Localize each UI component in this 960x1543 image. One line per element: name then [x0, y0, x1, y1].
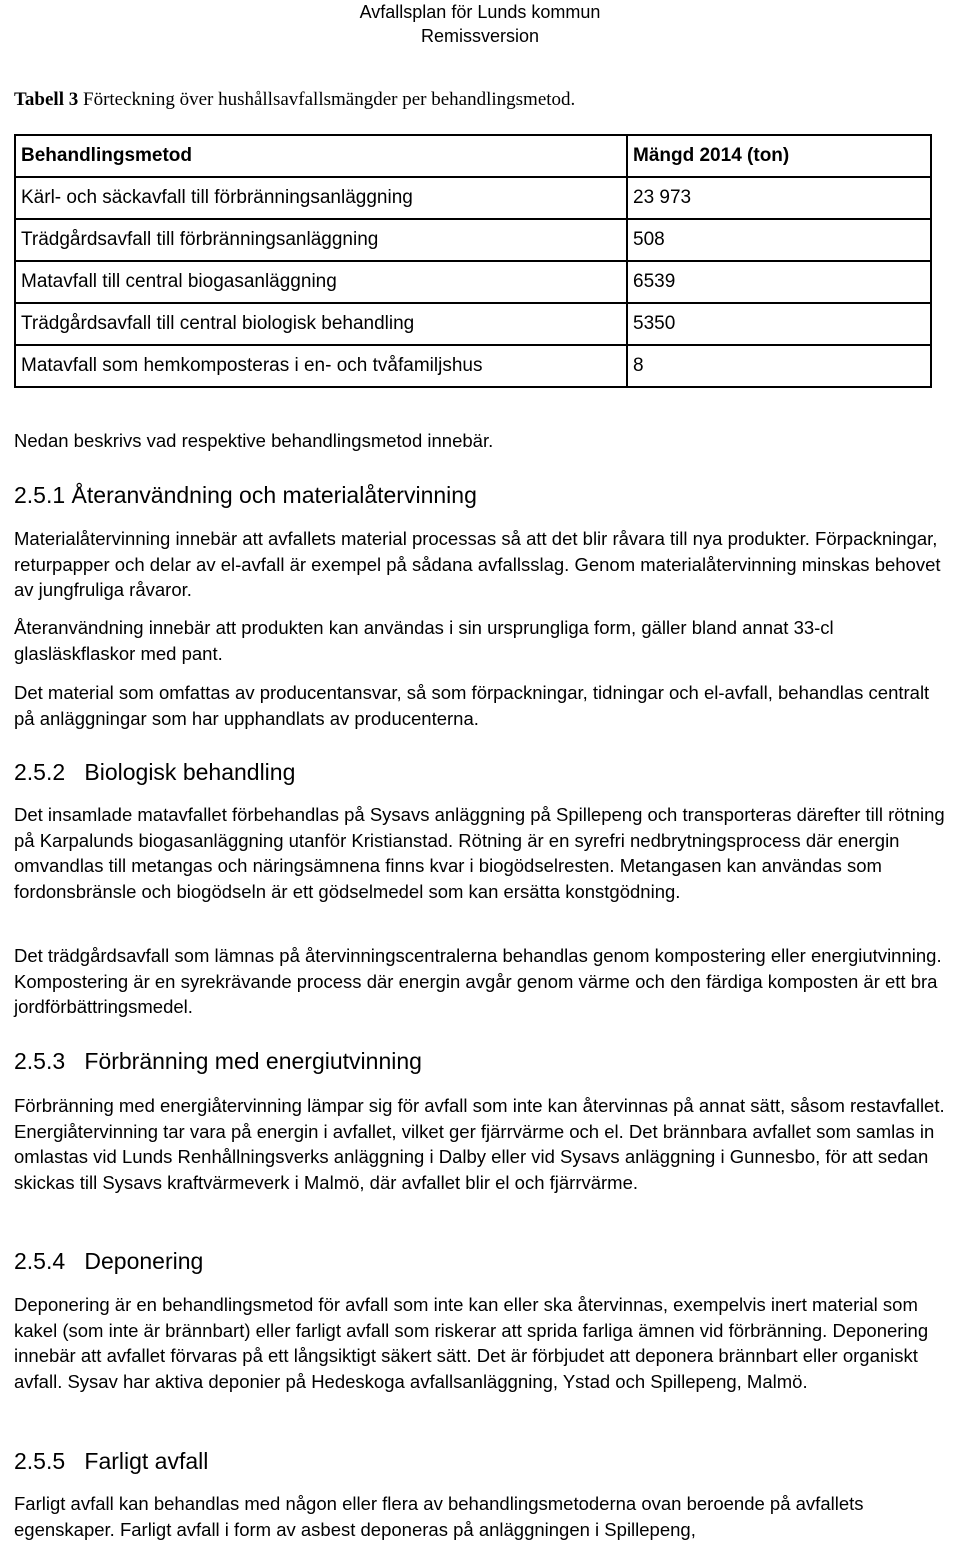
table-caption — [14, 89, 575, 111]
table-cell-amount: 8 — [627, 345, 931, 387]
section-number: 2.5.4 — [14, 1248, 66, 1274]
table-row — [15, 219, 931, 261]
section-number: 2.5.2 — [14, 759, 66, 785]
section-heading-2-5-3 — [14, 1048, 422, 1075]
section-title: Farligt avfall — [84, 1448, 209, 1474]
section-title: Förbränning med energiutvinning — [84, 1048, 422, 1074]
header-title: Avfallsplan för Lunds kommun — [359, 2, 601, 22]
page-header — [0, 0, 960, 48]
table-caption-text: Förteckning över hushållsavfallsmängder per behandlingsmetod. — [83, 89, 576, 110]
section-number: 2.5.1 — [14, 482, 66, 508]
section-title: Återanvändning och materialåtervinning — [71, 482, 477, 508]
table-cell-amount: 6539 — [627, 261, 931, 303]
table-cell-method: Matavfall som hemkomposteras i en- och tvåfamiljshus — [15, 345, 627, 387]
table-row — [15, 261, 931, 303]
section-title: Deponering — [84, 1248, 204, 1274]
section-number: 2.5.3 — [14, 1048, 66, 1074]
table-row — [15, 303, 931, 345]
table-header-row — [15, 135, 931, 177]
section-heading-2-5-5 — [14, 1448, 208, 1475]
paragraph: Förbränning med energiåtervinning lämpar sig för avfall som inte kan återvinnas på annat sätt, såsom restavfallet. Energiåtervinning tar vara på energin i avfallet, vilket ger fjärrvärme och el. Det brännbara avfallet som samlas in omlastas vid Lunds Renhållningsverks anläggning i Dalby eller vid Sysavs anläggning i Gunnesbo, för att sedan skickas till Sysavs kraftvärmeverk i Malmö, där avfallet blir el och fjärrvärme. — [14, 1095, 945, 1193]
paragraph: Det insamlade matavfallet förbehandlas på Sysavs anläggning på Spillepeng och transporteras därefter till rötning på Karpalunds biogasanläggning utanför Kristianstad. Rötning är en syrefri nedbrytningsprocess där energin omvandlas till metangas och näringsämnena finns kvar i biogödselresten. Metangasen kan användas som fordonsbränsle och biogödseln är ett gödselmedel som kan ersätta konstgödning. — [14, 804, 945, 902]
waste-table — [14, 134, 932, 388]
paragraph: Farligt avfall kan behandlas med någon eller flera av behandlingsmetoderna ovan beroende på avfallets egenskaper. Farligt avfall i form av asbest deponeras på anläggningen i Spillepeng, — [14, 1493, 864, 1540]
table-cell-amount: 508 — [627, 219, 931, 261]
paragraph: Det material som omfattas av producentansvar, så som förpackningar, tidningar och el-avfall, behandlas centralt på anläggningar som har upphandlats av producenterna. — [14, 682, 930, 729]
paragraph: Materialåtervinning innebär att avfallets material processas så att det blir råvara till nya produkter. Förpackningar, returpapper och delar av el-avfall är exempel på sådana avfallsslag. Genom materialåtervinning minskas behovet av jungfruliga råvaror. — [14, 528, 941, 600]
table-cell-method: Trädgårdsavfall till central biologisk behandling — [15, 303, 627, 345]
section-heading-2-5-2 — [14, 759, 295, 786]
paragraph: Det trädgårdsavfall som lämnas på återvinningscentralerna behandlas genom kompostering eller energiutvinning. Kompostering är en syrekrävande process där energin avgår genom värme och den färdiga komposten är ett bra jordförbättringsmedel. — [14, 945, 942, 1017]
section-number: 2.5.5 — [14, 1448, 66, 1474]
section-heading-2-5-4 — [14, 1248, 203, 1275]
table-cell-method: Trädgårdsavfall till förbränningsanläggning — [15, 219, 627, 261]
intro-text: Nedan beskrivs vad respektive behandlingsmetod innebär. — [14, 430, 494, 451]
table-cell-amount: 23 973 — [627, 177, 931, 219]
paragraph: Deponering är en behandlingsmetod för avfall som inte kan eller ska återvinnas, exempelvis inert material som kakel (som inte är brännbart) eller farligt avfall som riskerar att sprida farliga ämnen vid förbränning. Deponering innebär att avfallet förvaras på ett långsiktigt säkert sätt. Det är förbjudet att deponera brännbart eller organiskt avfall. Sysav har aktiva deponier på Hedeskoga avfallsanläggning, Ystad och Spillepeng, Malmö. — [14, 1294, 929, 1392]
table-caption-label: Tabell 3 — [14, 89, 79, 110]
section-heading-2-5-1 — [14, 482, 477, 509]
table-row — [15, 177, 931, 219]
column-header-method: Behandlingsmetod — [15, 135, 627, 177]
table-cell-method: Matavfall till central biogasanläggning — [15, 261, 627, 303]
header-subtitle: Remissversion — [420, 26, 540, 46]
column-header-amount: Mängd 2014 (ton) — [627, 135, 931, 177]
table-cell-amount: 5350 — [627, 303, 931, 345]
paragraph: Återanvändning innebär att produkten kan användas i sin ursprungliga form, gäller bland annat 33-cl glasläskflaskor med pant. — [14, 617, 834, 664]
table-row — [15, 345, 931, 387]
section-title: Biologisk behandling — [84, 759, 296, 785]
table-cell-method: Kärl- och säckavfall till förbränningsanläggning — [15, 177, 627, 219]
